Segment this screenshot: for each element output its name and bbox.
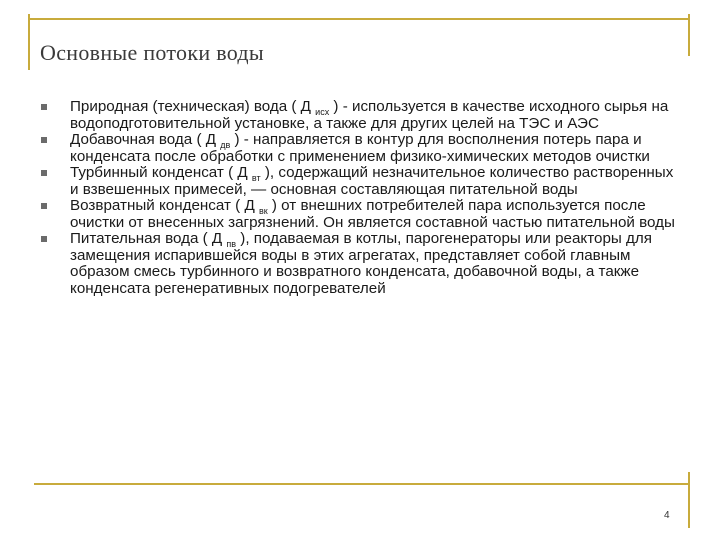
item-subscript: вк xyxy=(258,206,268,216)
item-text-before: Турбинный конденсат ( Д xyxy=(70,164,252,181)
square-bullet-icon xyxy=(41,236,47,242)
item-text-after: ) от внешних потребителей пара используется после очистки от внесенных загрязнений. Он является составной частью питательной воды xyxy=(70,197,675,231)
square-bullet-icon xyxy=(41,203,47,209)
item-text-before: Возвратный конденсат ( Д xyxy=(70,197,259,214)
bullet-list xyxy=(38,99,678,297)
square-bullet-icon xyxy=(41,137,47,143)
frame-right-line xyxy=(688,14,690,56)
square-bullet-icon xyxy=(41,104,47,110)
frame-top-line xyxy=(28,18,690,20)
frame-bottom-line xyxy=(34,483,690,485)
item-text-after: ), содержащий незначительное количество растворенных и взвешенных примесей, — основная составляющая питательной воды xyxy=(70,164,674,198)
square-bullet-icon xyxy=(41,170,47,176)
item-text-before: Добавочная вода ( Д xyxy=(70,131,221,148)
item-text-after: ), подаваемая в котлы, парогенераторы или реакторы для замещения испарившейся воды в этих агрегатах, представляет собой главным образом смесь турбинного и возвратного конденсата, добавочной воды, а также конденсата регенеративных подогревателей xyxy=(70,230,652,297)
slide-title: Основные потоки воды xyxy=(40,40,264,65)
item-subscript: вт xyxy=(251,173,261,183)
item-subscript: пв xyxy=(226,239,237,249)
item-text-after: ) - направляется в контур для восполнения потерь пара и конденсата после обработки с применением физико-химических методов очистки xyxy=(70,131,650,165)
list-item-return-condensate xyxy=(38,198,678,231)
frame-left-line xyxy=(28,14,30,70)
list-item-natural-water xyxy=(38,99,678,132)
frame-bottom-right-line xyxy=(688,472,690,528)
item-text-before: Питательная вода ( Д xyxy=(70,230,227,247)
list-item-turbine-condensate xyxy=(38,165,678,198)
list-item-feed-water xyxy=(38,231,678,297)
item-subscript: дв xyxy=(220,140,231,150)
page-number: 4 xyxy=(664,510,670,521)
item-text-before: Природная (техническая) вода ( Д xyxy=(70,98,316,115)
item-text-after: ) - используется в качестве исходного сырья на водоподготовительной установке, а также для других целей на ТЭС и АЭС xyxy=(70,98,669,132)
list-item-makeup-water xyxy=(38,132,678,165)
item-subscript: исх xyxy=(315,107,330,117)
